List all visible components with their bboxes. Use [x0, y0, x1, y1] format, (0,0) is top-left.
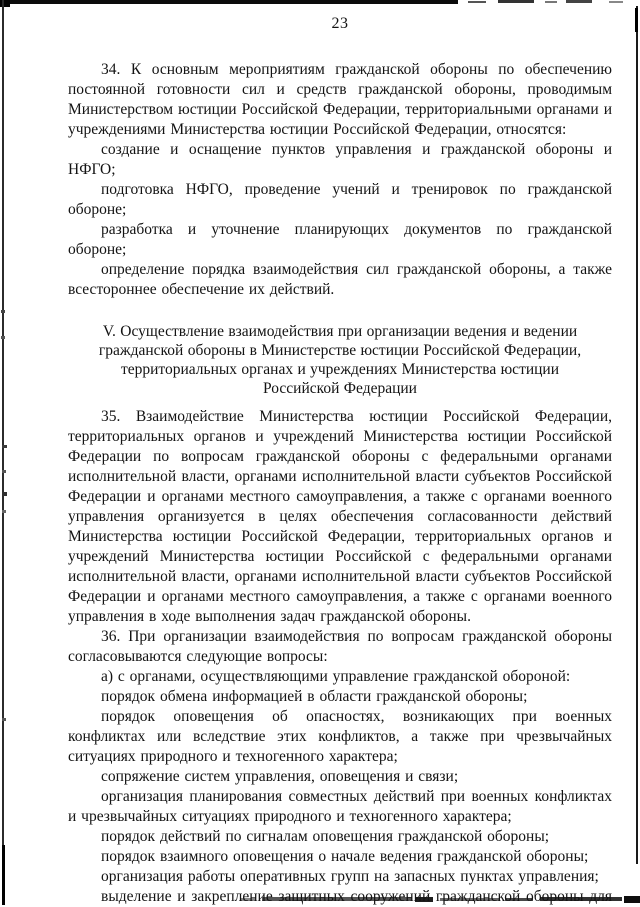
- list-item: определение порядка взаимодействия сил гражданской обороны, а также всестороннее обеспечение их действий.: [68, 261, 612, 298]
- scan-artifact-right-edge: [635, 8, 638, 32]
- scan-artifact-top-band: [0, 0, 458, 4]
- scan-artifact-top-dash: [498, 0, 534, 3]
- scan-artifact-binding-mark: [2, 445, 7, 448]
- scan-artifact-bottom-band: [624, 896, 640, 903]
- scan-artifact-right-edge: [636, 6, 638, 864]
- section-v-heading: V. Осуществление взаимодействия при организации ведения и ведении гражданской обороны в Министерстве юстиции Российской Федерации, территориальных органах и учреждениях Министерства юстиции Российской Федерации: [98, 323, 582, 397]
- document-text-block: [68, 14, 612, 907]
- list-item: сопряжение систем управления, оповещения и связи;: [101, 768, 459, 785]
- list-item: порядок взаимного оповещения о начале ведения гражданской обороны;: [101, 848, 589, 865]
- page-number: 23: [331, 15, 349, 32]
- list-item: создание и оснащение пунктов управления и гражданской обороны и НФГО;: [68, 141, 612, 178]
- list-item: организация работы оперативных групп на запасных пунктах управления;: [101, 868, 599, 885]
- list-item: выделение и закрепление защитных сооружений гражданской обороны для: [101, 888, 612, 905]
- paragraph-36-lead: 36. При организации взаимодействия по вопросам гражданской обороны согласовываются следующие вопросы:: [68, 628, 612, 665]
- scan-artifact-binding-mark: [1, 336, 5, 339]
- scan-artifact-binding-mark: [2, 492, 7, 496]
- list-item: порядок действий по сигналам оповещения гражданской обороны;: [101, 828, 550, 845]
- list-item: порядок оповещения об опасностях, возникающих при военных конфликтах или вследствие этих конфликтов, а также при чрезвычайных ситуациях природного и техногенного характера;: [68, 708, 612, 765]
- list-item: организация планирования совместных действий при военных конфликтах и чрезвычайных ситуациях природного и техногенного характера;: [68, 788, 612, 825]
- scan-artifact-left-edge: [2, 0, 4, 905]
- scan-artifact-top-dash: [545, 1, 557, 3]
- scan-artifact-binding-mark: [1, 310, 5, 313]
- scan-artifact-binding-mark: [2, 510, 6, 513]
- subparagraph-a: а) с органами, осуществляющими управление гражданской обороной:: [101, 668, 571, 685]
- scan-artifact-top-dash: [566, 0, 592, 3]
- scan-artifact-binding-mark: [2, 718, 6, 721]
- list-item: разработка и уточнение планирующих документов по гражданской обороне;: [68, 221, 612, 258]
- paragraph-35: 35. Взаимодействие Министерства юстиции Российской Федерации, территориальных органов и учреждений Министерства юстиции Российской Федерации по вопросам гражданской обороны с федеральными органами исполнительной власти, органами исполнительной власти субъектов Российской Федерации и органами местного самоуправления, а также с органами военного управления организуется в целях обеспечения согласованности действий Министерства юстиции Российской Федерации, территориальных органов и учреждений Министерства юстиции Российской с федеральными органами исполнительной власти, органами исполнительной власти субъектов Российской Федерации и органами местного самоуправления, а также с органами военного управления в ходе выполнения задач гражданской обороны.: [68, 408, 612, 625]
- list-item: порядок обмена информацией в области гражданской обороны;: [101, 688, 528, 705]
- scan-artifact-top-dash: [468, 1, 486, 3]
- list-item: подготовка НФГО, проведение учений и тренировок по гражданской обороне;: [68, 181, 612, 218]
- scan-artifact-left-edge: [2, 845, 5, 905]
- paragraph-34-lead: 34. К основным мероприятиям гражданской обороны по обеспечению постоянной готовности сил и средств гражданской обороны, проводимым Министерством юстиции Российской Федерации, территориальными органами и учреждениями Министерства юстиции Российской Федерации, относятся:: [68, 61, 612, 138]
- scan-artifact-top-dash: [609, 1, 623, 3]
- scan-artifact-binding-mark: [2, 470, 6, 473]
